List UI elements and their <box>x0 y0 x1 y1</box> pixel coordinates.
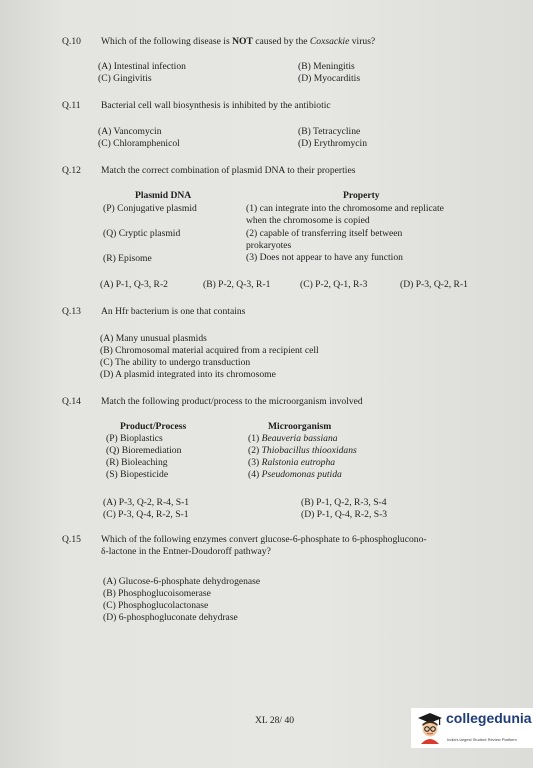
item-q: (Q) Cryptic plasmid <box>103 228 181 239</box>
logo-wordmark: collegedunia <box>446 710 532 726</box>
item-p: (P) Bioplastics <box>106 433 163 444</box>
column-header-plasmid: Plasmid DNA <box>135 190 192 201</box>
collegedunia-logo <box>411 708 533 748</box>
property-2-line1: (2) capable of transferring itself between <box>246 228 403 239</box>
microorganism-1: (1) Beauveria bassiana <box>248 433 338 444</box>
question-text: Match the correct combination of plasmid DNA to their properties <box>101 165 356 176</box>
column-header-microorganism: Microorganism <box>268 421 332 432</box>
question-text: An Hfr bacterium is one that contains <box>101 306 246 317</box>
microorganism-3: (3) Ralstonia eutropha <box>248 457 336 468</box>
option-d: (D) P-3, Q-2, R-1 <box>400 279 468 290</box>
question-number: Q.14 <box>62 396 81 407</box>
option-a: (A) Vancomycin <box>98 126 162 137</box>
option-a: (A) Intestinal infection <box>98 61 186 72</box>
property-1-line2: when the chromosome is copied <box>246 215 370 226</box>
page-number: XL 28/ 40 <box>255 715 295 726</box>
option-b: (B) P-2, Q-3, R-1 <box>203 279 271 290</box>
option-b: (B) Tetracycline <box>298 126 361 137</box>
option-c: (C) Chloramphenicol <box>98 138 180 149</box>
property-3: (3) Does not appear to have any function <box>246 252 403 263</box>
option-a: (A) P-1, Q-3, R-2 <box>100 279 168 290</box>
student-mascot-icon <box>417 712 443 744</box>
option-d: (D) P-1, Q-4, R-2, S-3 <box>301 509 388 520</box>
question-number: Q.12 <box>62 165 81 176</box>
item-s: (S) Biopesticide <box>106 469 169 480</box>
column-header-property: Property <box>343 190 380 201</box>
option-d: (D) A plasmid integrated into its chromosome <box>100 369 276 380</box>
question-text: Which of the following enzymes convert glucose-6-phosphate to 6-phosphoglucono- δ-lactone in the Entner-Doudoroff pathway? <box>101 534 427 557</box>
option-d: (D) Erythromycin <box>298 138 368 149</box>
option-a: (A) P-3, Q-2, R-4, S-1 <box>103 497 190 508</box>
option-d: (D) Myocarditis <box>298 73 361 84</box>
column-header-product: Product/Process <box>120 421 187 432</box>
question-text: Match the following product/process to the microorganism involved <box>101 396 363 407</box>
option-c: (C) Phosphoglucolactonase <box>103 600 209 611</box>
question-text: Bacterial cell wall biosynthesis is inhibited by the antibiotic <box>101 100 331 111</box>
item-p: (P) Conjugative plasmid <box>103 203 197 214</box>
question-number: Q.15 <box>62 534 81 545</box>
property-1-line1: (1) can integrate into the chromosome and replicate <box>246 203 444 214</box>
option-a: (A) Glucose-6-phosphate dehydrogenase <box>103 576 261 587</box>
question-text: Which of the following disease is NOT caused by the Coxsackie virus? <box>101 36 376 47</box>
option-b: (B) Chromosomal material acquired from a recipient cell <box>100 345 319 356</box>
option-d: (D) 6-phosphogluconate dehydrase <box>103 612 238 623</box>
item-r: (R) Episome <box>103 253 152 264</box>
option-c: (C) P-2, Q-1, R-3 <box>300 279 368 290</box>
question-number: Q.11 <box>62 100 81 111</box>
option-a: (A) Many unusual plasmids <box>100 333 207 344</box>
microorganism-4: (4) Pseudomonas putida <box>248 469 342 480</box>
option-c: (C) The ability to undergo transduction <box>100 357 251 368</box>
option-c: (C) Gingivitis <box>98 73 152 84</box>
item-q: (Q) Bioremediation <box>106 445 182 456</box>
property-2-line2: prokaryotes <box>246 240 292 251</box>
question-number: Q.10 <box>62 36 81 47</box>
option-b: (B) P-1, Q-2, R-3, S-4 <box>301 497 387 508</box>
option-c: (C) P-3, Q-4, R-2, S-1 <box>103 509 189 520</box>
item-r: (R) Bioleaching <box>106 457 168 468</box>
logo-tagline: India's largest Student Review Platform <box>447 737 517 742</box>
question-number: Q.13 <box>62 306 81 317</box>
option-b: (B) Meningitis <box>298 61 355 72</box>
microorganism-2: (2) Thiobacillus thiooxidans <box>248 445 357 456</box>
option-b: (B) Phosphoglucoisomerase <box>103 588 211 599</box>
